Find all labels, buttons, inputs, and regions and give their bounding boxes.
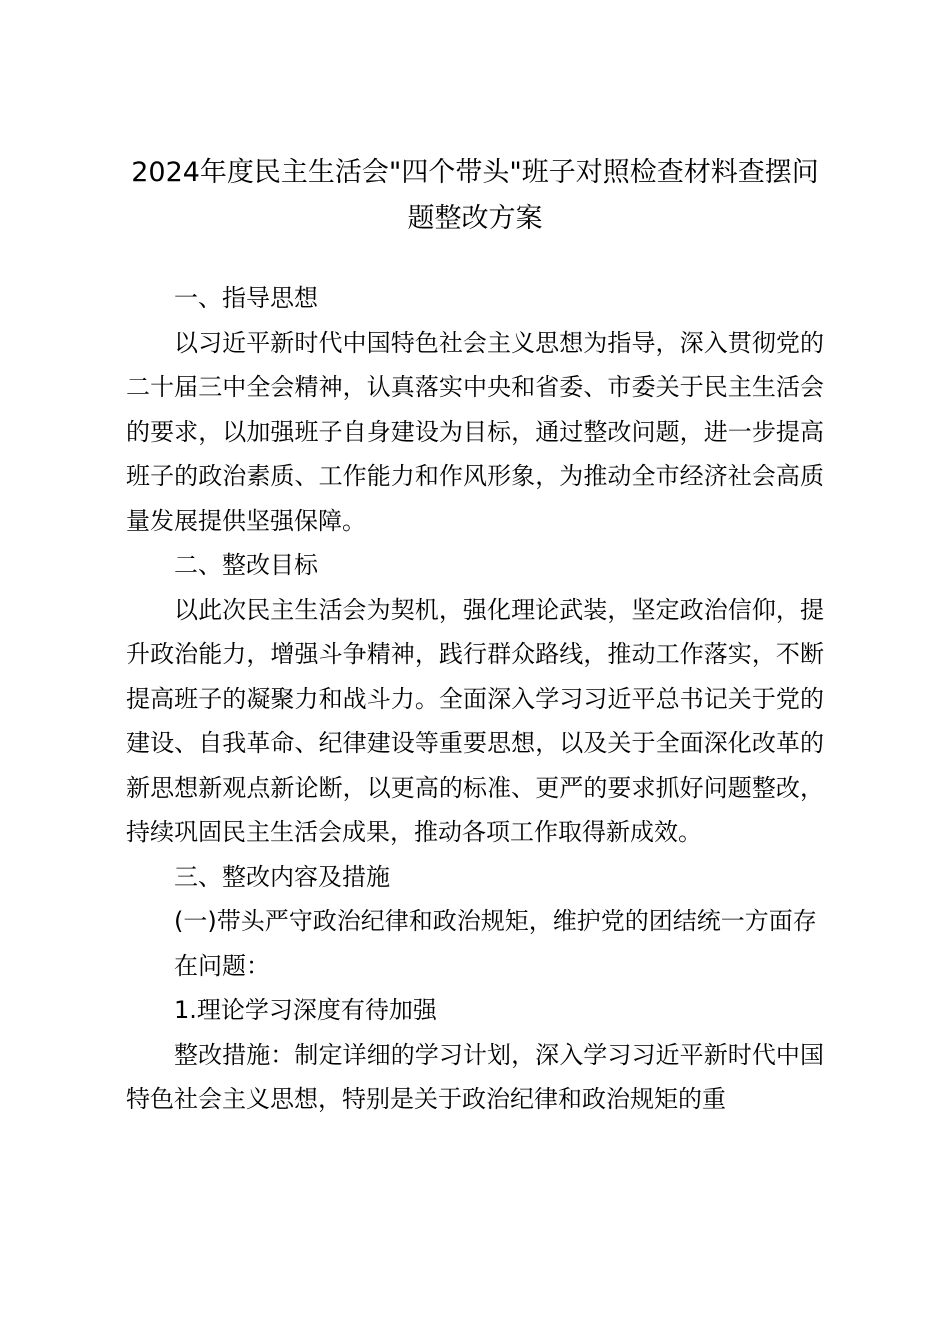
- section-heading-rectification-goals: 二、整改目标: [174, 551, 318, 579]
- document-title: 2024年度民主生活会"四个带头"班子对照检查材料查摆问题整改方案: [131, 157, 819, 234]
- subsection-heading-political-discipline: (一)带头严守政治纪律和政治规矩，维护党的团结统一方面存在问题：: [174, 907, 817, 980]
- section-heading-content-measures: 三、整改内容及措施: [174, 862, 390, 891]
- paragraph-rectification-goals: 以此次民主生活会为契机，强化理论武装，坚定政治信仰，提升政治能力，增强斗争精神，践行群众路线，推动工作落实，不断提高班子的凝聚力和战斗力。全面深入学习习近平总书记关于党的建设、自我革命、纪律建设等重要思想，以及关于全面深化改革的新思想新观点新论断，以更高的标准、更严的要求抓好问题整改，持续巩固民主生活会成果，推动各项工作取得新成效。: [126, 595, 824, 846]
- paragraph-rectification-measures: 整改措施：制定详细的学习计划，深入学习习近平新时代中国特色社会主义思想，特别是关于政治纪律和政治规矩的重: [126, 1040, 824, 1113]
- problem-item-heading: 1.理论学习深度有待加强: [174, 996, 437, 1024]
- document-body: [126, 276, 824, 1122]
- paragraph-guiding-ideology: 以习近平新时代中国特色社会主义思想为指导，深入贯彻党的二十届三中全会精神，认真落实中央和省委、市委关于民主生活会的要求，以加强班子自身建设为目标，通过整改问题，进一步提高班子的政治素质、工作能力和作风形象，为推动全市经济社会高质量发展提供坚强保障。: [126, 328, 824, 535]
- section-heading-guiding-ideology: 一、指导思想: [174, 284, 318, 312]
